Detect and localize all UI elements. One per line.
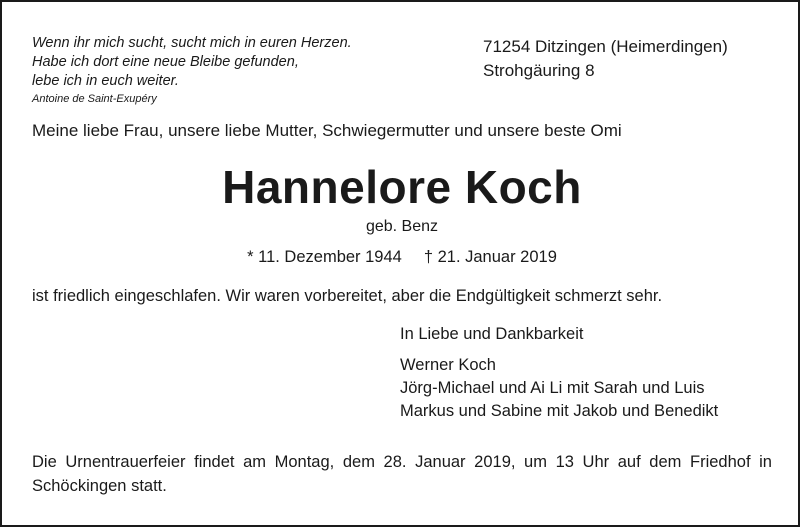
- quote-line: Wenn ihr mich sucht, sucht mich in euren Herzen.: [32, 35, 352, 51]
- life-dates: [2, 248, 800, 267]
- birth-date: * 11. Dezember 1944: [247, 248, 402, 266]
- quote-line: lebe ich in euch weiter.: [32, 73, 179, 89]
- quote-author: Antoine de Saint-Exupéry: [32, 93, 157, 105]
- statement-text: ist friedlich eingeschlafen. Wir waren vorbereitet, aber die Endgültigkeit schmerzt sehr.: [32, 287, 663, 305]
- quote: [32, 34, 352, 91]
- birth-name: geb. Benz: [365, 218, 439, 235]
- quote-line: Habe ich dort eine neue Bleibe gefunden,: [32, 54, 299, 70]
- address: [483, 35, 728, 83]
- intro-text: Meine liebe Frau, unsere liebe Mutter, Schwiegermutter und unsere beste Omi: [32, 121, 622, 140]
- mourner-name: Werner Koch: [400, 356, 496, 374]
- mourner-name: Markus und Sabine mit Jakob und Benedikt: [400, 402, 719, 420]
- mourner-name: Jörg-Michael und Ai Li mit Sarah und Luis: [400, 379, 705, 397]
- address-street: Strohgäuring 8: [483, 61, 595, 80]
- address-city: 71254 Ditzingen (Heimerdingen): [483, 37, 728, 56]
- death-date: † 21. Januar 2019: [423, 248, 557, 266]
- funeral-notice: Die Urnentrauerfeier findet am Montag, dem 28. Januar 2019, um 13 Uhr auf dem Friedhof in Schöckingen statt.: [32, 453, 772, 495]
- deceased-name: Hannelore Koch: [222, 161, 582, 213]
- mourners-block: [400, 323, 718, 423]
- mourners-heading: In Liebe und Dankbarkeit: [400, 325, 584, 343]
